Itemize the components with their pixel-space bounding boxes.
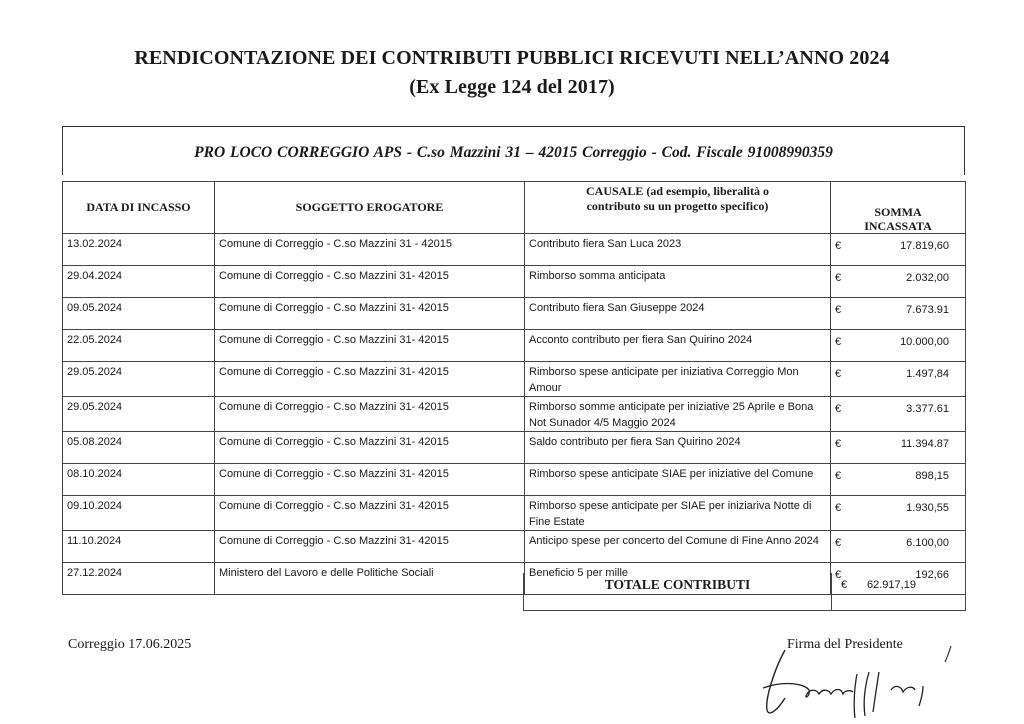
total-amount: 62.917,19 — [867, 579, 916, 591]
cell-amount — [831, 298, 966, 330]
currency-symbol: € — [835, 368, 842, 380]
currency-symbol: € — [835, 403, 842, 415]
table-row — [63, 362, 966, 397]
amount-value: 1.930,55 — [906, 502, 949, 514]
cell-date: 27.12.2024 — [63, 563, 215, 595]
currency-symbol: € — [835, 569, 842, 581]
table-row — [63, 234, 966, 266]
total-divider — [831, 573, 832, 610]
cell-date: 29.04.2024 — [63, 266, 215, 298]
table-row — [63, 330, 966, 362]
currency-symbol: € — [835, 240, 842, 252]
cell-date: 08.10.2024 — [63, 464, 215, 496]
amount-value: 10.000,00 — [900, 336, 949, 348]
cell-amount — [831, 362, 966, 397]
cell-cause: Contributo fiera San Giuseppe 2024 — [525, 298, 831, 330]
table-row — [63, 298, 966, 330]
table-header-row — [63, 182, 966, 234]
table-row — [63, 464, 966, 496]
cell-amount — [831, 330, 966, 362]
cell-subject: Comune di Correggio - C.so Mazzini 31- 42015 — [215, 464, 525, 496]
column-header-amount-line2: INCASSATA — [864, 219, 932, 233]
cell-subject: Comune di Correggio - C.so Mazzini 31- 42015 — [215, 362, 525, 397]
cell-cause: Acconto contributo per fiera San Quirino 2024 — [525, 330, 831, 362]
contributions-table — [62, 181, 966, 595]
table-row — [63, 496, 966, 531]
cell-subject: Comune di Correggio - C.so Mazzini 31- 42015 — [215, 330, 525, 362]
currency-symbol: € — [835, 336, 842, 348]
amount-value: 898,15 — [915, 470, 949, 482]
cell-subject: Comune di Correggio - C.so Mazzini 31- 42015 — [215, 432, 525, 464]
column-header-amount-line1: SOMMA — [874, 205, 922, 219]
table-row — [63, 432, 966, 464]
currency-symbol: € — [835, 304, 842, 316]
column-header-cause-line1: CAUSALE (ad esempio, liberalità o — [586, 184, 769, 198]
cell-subject: Ministero del Lavoro e delle Politiche Sociali — [215, 563, 525, 595]
cell-subject: Comune di Correggio - C.so Mazzini 31 - 42015 — [215, 234, 525, 266]
table-row — [63, 397, 966, 432]
cell-date: 29.05.2024 — [63, 362, 215, 397]
cell-date: 13.02.2024 — [63, 234, 215, 266]
cell-subject: Comune di Correggio - C.so Mazzini 31- 42015 — [215, 496, 525, 531]
cell-subject: Comune di Correggio - C.so Mazzini 31- 42015 — [215, 397, 525, 432]
cell-cause: Anticipo spese per concerto del Comune di Fine Anno 2024 — [525, 531, 831, 563]
cell-amount — [831, 234, 966, 266]
table-row — [63, 531, 966, 563]
currency-symbol: € — [841, 579, 848, 591]
cell-subject: Comune di Correggio - C.so Mazzini 31- 42015 — [215, 266, 525, 298]
column-header-amount — [831, 182, 966, 234]
currency-symbol: € — [835, 438, 842, 450]
cell-cause: Rimborso spese anticipate per SIAE per iniziariva Notte di Fine Estate — [525, 496, 831, 531]
total-label: TOTALE CONTRIBUTI — [604, 577, 751, 592]
cell-cause: Saldo contributo per fiera San Quirino 2024 — [525, 432, 831, 464]
column-header-date: DATA DI INCASSO — [63, 182, 215, 234]
total-amount-cell — [837, 579, 955, 591]
amount-value: 11.394.87 — [900, 438, 949, 450]
cell-date: 11.10.2024 — [63, 531, 215, 563]
cell-cause: Rimborso spese anticipate SIAE per iniziative del Comune — [525, 464, 831, 496]
cell-date: 29.05.2024 — [63, 397, 215, 432]
cell-amount — [831, 496, 966, 531]
amount-value: 192,66 — [915, 569, 949, 581]
amount-value: 1.497,84 — [906, 368, 949, 380]
column-header-subject: SOGGETTO EROGATORE — [215, 182, 525, 234]
column-header-cause — [525, 182, 831, 234]
amount-value: 6.100,00 — [906, 537, 949, 549]
cell-amount — [831, 266, 966, 298]
cell-date: 09.10.2024 — [63, 496, 215, 531]
place-date: Correggio 17.06.2025 — [68, 637, 192, 652]
currency-symbol: € — [835, 272, 842, 284]
cell-cause: Rimborso spese anticipate per iniziativa Correggio Mon Amour — [525, 362, 831, 397]
cell-amount — [831, 531, 966, 563]
cell-date: 22.05.2024 — [63, 330, 215, 362]
cell-amount — [831, 397, 966, 432]
cell-cause: Contributo fiera San Luca 2023 — [525, 234, 831, 266]
president-signature — [745, 628, 975, 720]
cell-subject: Comune di Correggio - C.so Mazzini 31- 42015 — [215, 298, 525, 330]
cell-cause: Rimborso somma anticipata — [525, 266, 831, 298]
amount-value: 7.673.91 — [906, 304, 949, 316]
cell-date: 05.08.2024 — [63, 432, 215, 464]
cell-date: 09.05.2024 — [63, 298, 215, 330]
cell-cause: Beneficio 5 per mille — [525, 563, 831, 595]
total-box — [523, 573, 966, 611]
document-subtitle: (Ex Legge 124 del 2017) — [409, 76, 615, 98]
signature-label: Firma del Presidente — [787, 637, 903, 652]
cell-amount — [831, 432, 966, 464]
currency-symbol: € — [835, 470, 842, 482]
amount-value: 17.819,60 — [900, 240, 949, 252]
document-title: RENDICONTAZIONE DEI CONTRIBUTI PUBBLICI RICEVUTI NELL’ANNO 2024 — [134, 47, 890, 69]
amount-value: 3.377.61 — [906, 403, 949, 415]
currency-symbol: € — [835, 502, 842, 514]
amount-value: 2.032,00 — [906, 272, 949, 284]
organization-info: PRO LOCO CORREGGIO APS - C.so Mazzini 31 – 42015 Correggio - Cod. Fiscale 91008990359 — [194, 144, 833, 161]
cell-cause: Rimborso somme anticipate per iniziative 25 Aprile e Bona Not Sunador 4/5 Maggio 2024 — [525, 397, 831, 432]
cell-subject: Comune di Correggio - C.so Mazzini 31- 42015 — [215, 531, 525, 563]
table-row — [63, 266, 966, 298]
currency-symbol: € — [835, 537, 842, 549]
column-header-cause-line2: contributo su un progetto specifico) — [586, 199, 769, 213]
cell-amount — [831, 464, 966, 496]
